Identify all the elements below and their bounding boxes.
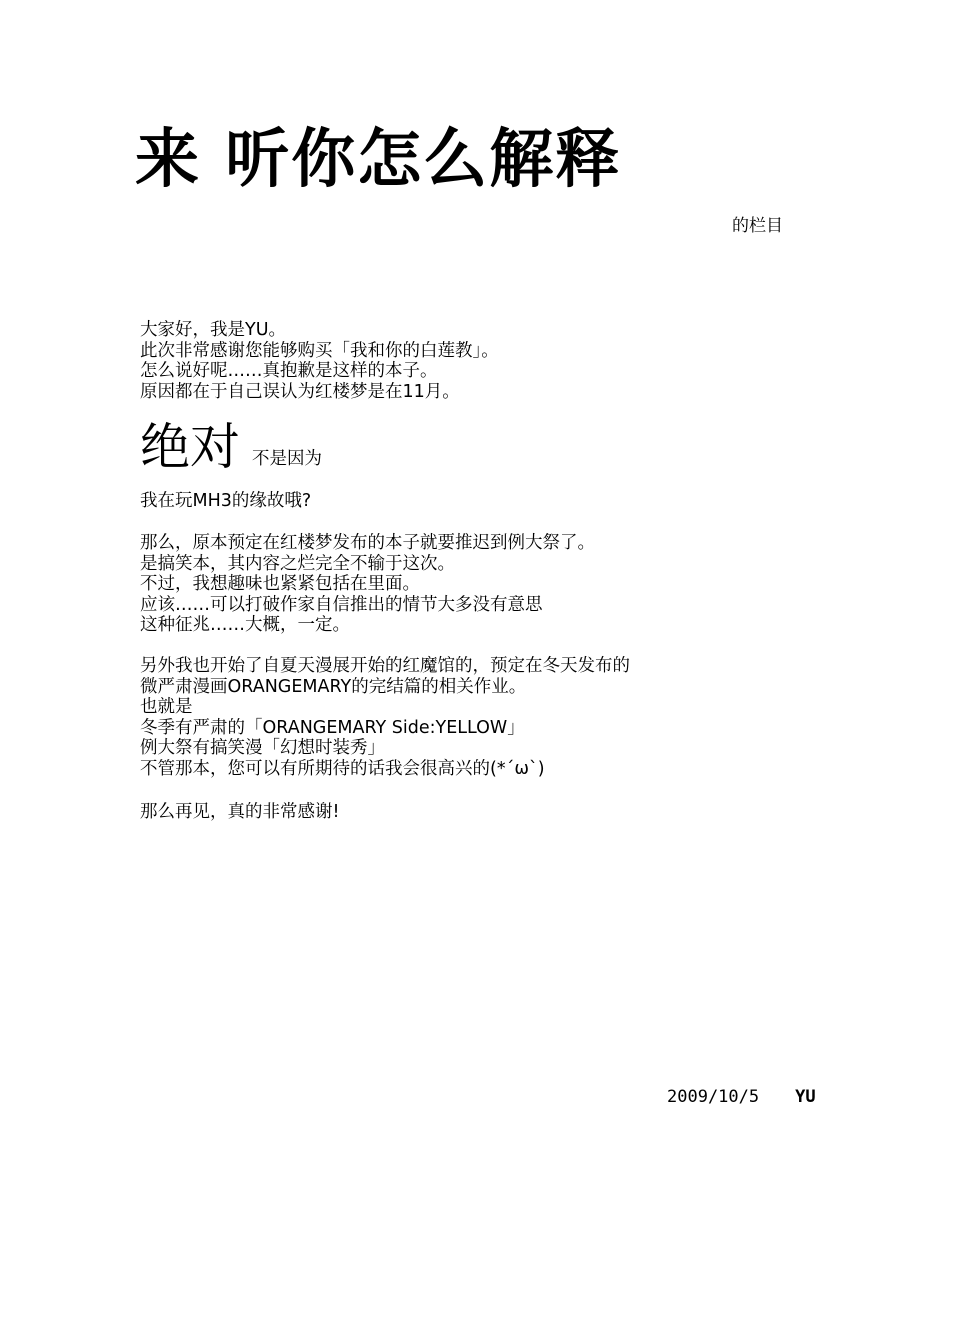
text-line: 怎么说好呢……真抱歉是这样的本子。 <box>140 361 438 381</box>
text-line: 我在玩MH3的缘故哦? <box>140 491 312 511</box>
emphasis-small-text: 不是因为 <box>252 449 322 469</box>
text-line: 此次非常感谢您能够购买「我和你的白莲教」。 <box>140 340 499 361</box>
text-line: 原因都在于自己误认为红楼梦是在11月。 <box>140 381 460 402</box>
text-line: 大家好，我是YU。 <box>140 320 286 340</box>
page-title: 来 听你怎么解释 <box>135 123 622 197</box>
text-line: 另外我也开始了自夏天漫展开始的红魔馆的，预定在冬天发布的 <box>140 656 630 676</box>
text-line: 那么再见，真的非常感谢! <box>140 802 340 822</box>
text-line: 也就是 <box>140 697 193 717</box>
closing-line <box>140 802 340 823</box>
signature-date: 2009/10/5 <box>667 1087 760 1107</box>
signature-author: YU <box>795 1087 816 1107</box>
intro-paragraph <box>140 320 499 402</box>
text-line: 应该……可以打破作家自信推出的情节大多没有意思 <box>140 594 543 615</box>
signature <box>667 1087 816 1107</box>
emphasis-big-text: 绝对 <box>140 418 240 476</box>
text-line: 微严肃漫画ORANGEMARY的完结篇的相关作业。 <box>140 676 527 697</box>
paragraph-1 <box>140 533 595 636</box>
text-line: 这种征兆……大概，一定。 <box>140 615 350 635</box>
text-line: 是搞笑本，其内容之烂完全不输于这次。 <box>140 553 455 574</box>
emphasis-line <box>140 418 322 476</box>
page-subtitle: 的栏目 <box>732 216 783 236</box>
paragraph-2 <box>140 656 630 779</box>
text-line: 冬季有严肃的「ORANGEMARY Side:YELLOW」 <box>140 717 525 738</box>
text-line: 不过，我想趣味也紧紧包括在里面。 <box>140 574 420 594</box>
question-line <box>140 491 311 512</box>
text-line: 不管那本，您可以有所期待的话我会很高兴的(*´ω`) <box>140 758 545 779</box>
text-line: 例大祭有搞笑漫「幻想时装秀」 <box>140 738 385 758</box>
text-line: 那么，原本预定在红楼梦发布的本子就要推迟到例大祭了。 <box>140 533 595 553</box>
